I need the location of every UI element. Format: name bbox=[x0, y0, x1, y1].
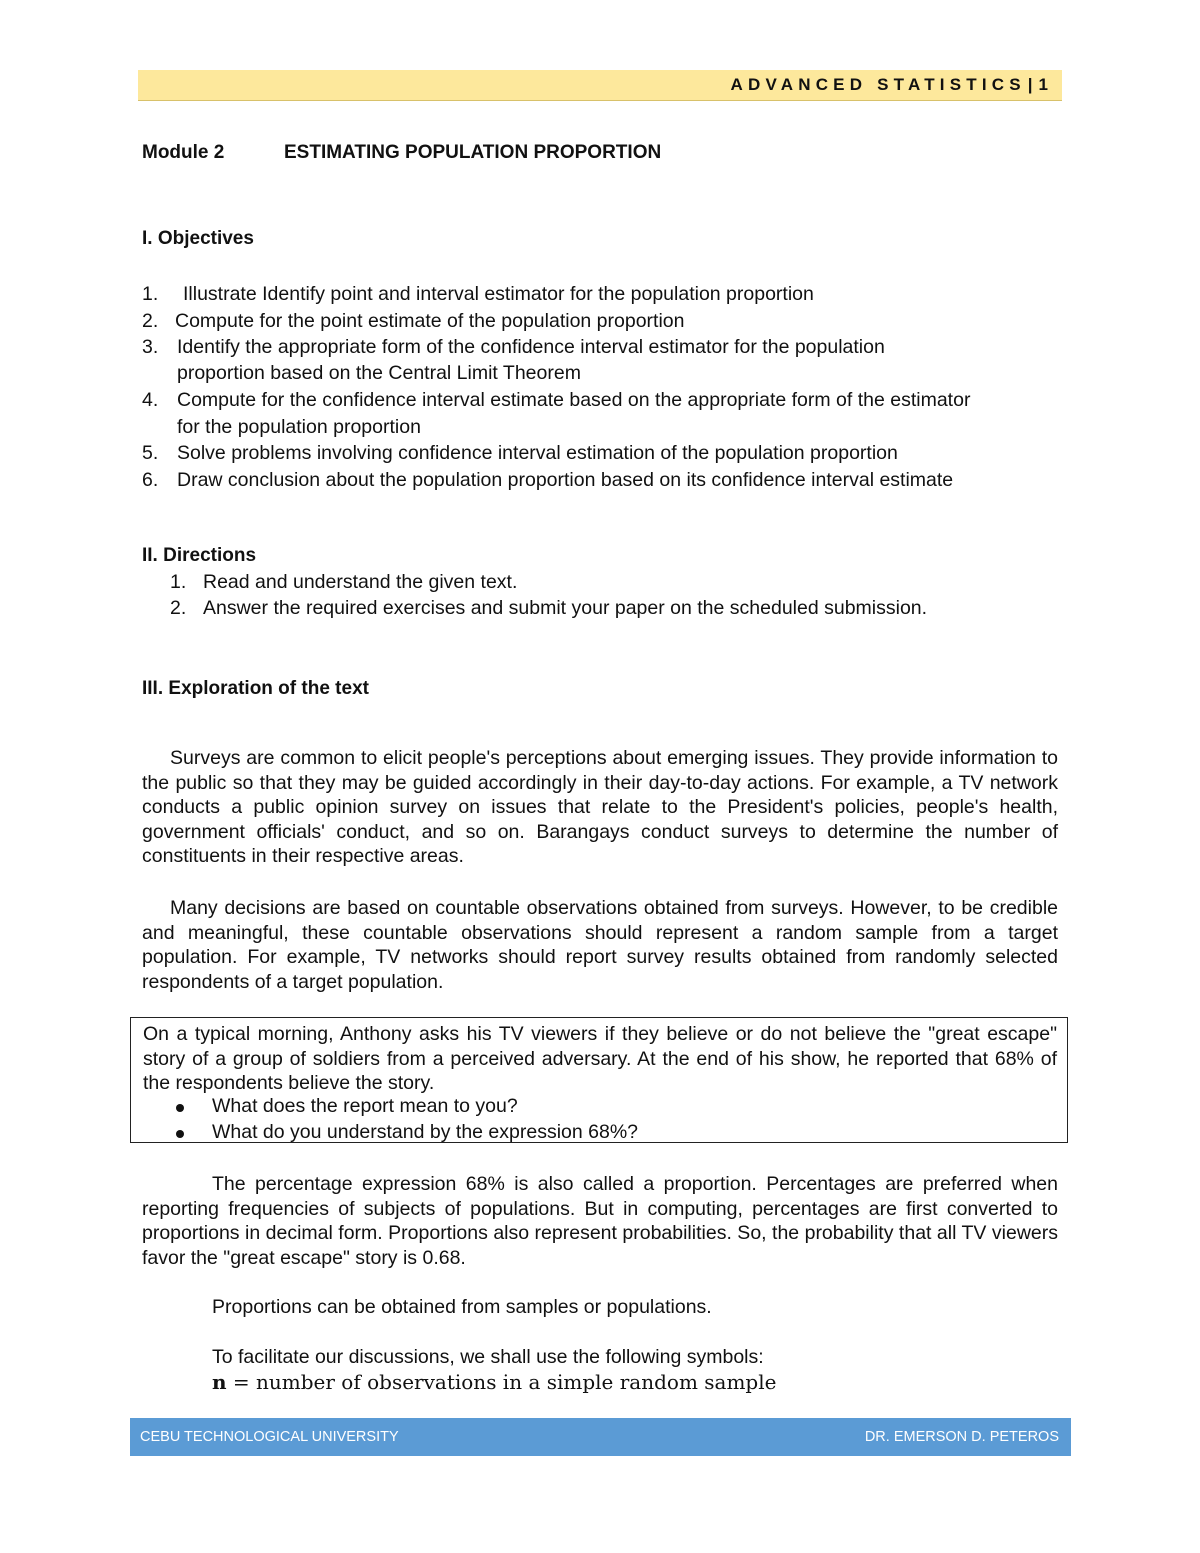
objective-text-continued: for the population proportion bbox=[177, 416, 421, 438]
paragraph-surveys: Surveys are common to elicit people's perceptions about emerging issues. They provide information to the public so that they may be guided accordingly in their day-to-day actions. For example, a TV network conducts a public opinion survey on issues that relate to the President's policies, people's health, government officials' conduct, and so on. Barangays conduct surveys to determine the number of constituents in their respective areas. bbox=[142, 747, 1058, 867]
header-band bbox=[138, 70, 1062, 101]
bullet-icon bbox=[176, 1104, 184, 1112]
objective-text: Solve problems involving confidence interval estimation of the population proportion bbox=[177, 442, 898, 464]
footer-author: DR. EMERSON D. PETEROS bbox=[864, 1429, 1059, 1445]
module-heading: ESTIMATING POPULATION PROPORTION bbox=[284, 142, 662, 163]
symbol-n: n bbox=[212, 1370, 227, 1394]
objective-text: Compute for the confidence interval estimate based on the appropriate form of the estimator bbox=[177, 389, 971, 411]
symbol-definition bbox=[212, 1370, 776, 1394]
paragraph-percentage: The percentage expression 68% is also called a proportion. Percentages are preferred when reporting frequencies of subjects of populations. But in computing, percentages are first converted to proportions in decimal form. Proportions also represent probabilities. So, the probability that all TV viewers favor the "great escape" story is 0.68. bbox=[142, 1173, 1058, 1269]
module-title bbox=[142, 142, 661, 164]
bullet-icon bbox=[176, 1130, 184, 1138]
direction-text: Read and understand the given text. bbox=[203, 571, 518, 593]
objective-text: Compute for the point estimate of the population proportion bbox=[175, 310, 685, 332]
objective-text: Illustrate Identify point and interval estimator for the population proportion bbox=[183, 283, 814, 305]
exploration-heading: III. Exploration of the text bbox=[142, 678, 369, 699]
footer-band bbox=[130, 1418, 1071, 1456]
objective-text: Identify the appropriate form of the confidence interval estimator for the population bbox=[177, 336, 885, 358]
paragraph-decisions: Many decisions are based on countable observations obtained from surveys. However, to be credible and meaningful, these countable observations should represent a random sample from a target population. For example, TV networks should report survey results obtained from randomly selected respondents of a target population. bbox=[142, 897, 1058, 993]
objectives-heading: I. Objectives bbox=[142, 228, 254, 249]
header-title bbox=[731, 75, 1048, 95]
objective-text-continued: proportion based on the Central Limit Theorem bbox=[177, 362, 581, 384]
direction-text: Answer the required exercises and submit your paper on the scheduled submission. bbox=[203, 597, 928, 619]
paragraph-symbols-intro: To facilitate our discussions, we shall use the following symbols: bbox=[212, 1346, 764, 1368]
footer-university: CEBU TECHNOLOGICAL UNIVERSITY bbox=[140, 1429, 399, 1445]
header-course: ADVANCED STATISTICS bbox=[730, 75, 1026, 94]
page-number: 1 bbox=[1038, 75, 1048, 94]
module-label: Module 2 bbox=[142, 142, 225, 163]
objective-text: Draw conclusion about the population proportion based on its confidence interval estimate bbox=[177, 469, 954, 491]
symbol-n-definition: = number of observations in a simple random sample bbox=[232, 1370, 777, 1394]
header-separator: | bbox=[1027, 75, 1033, 94]
callout-text: On a typical morning, Anthony asks his TV viewers if they believe or do not believe the "great escape" story of a group of soldiers from a perceived adversary. At the end of his show, he reported that 68% of the respondents believe the story. bbox=[143, 1023, 1057, 1094]
callout-question: What do you understand by the expression 68%? bbox=[212, 1121, 639, 1143]
paragraph-proportions: Proportions can be obtained from samples or populations. bbox=[212, 1296, 712, 1318]
directions-heading: II. Directions bbox=[142, 545, 257, 566]
callout-question: What does the report mean to you? bbox=[212, 1095, 518, 1117]
